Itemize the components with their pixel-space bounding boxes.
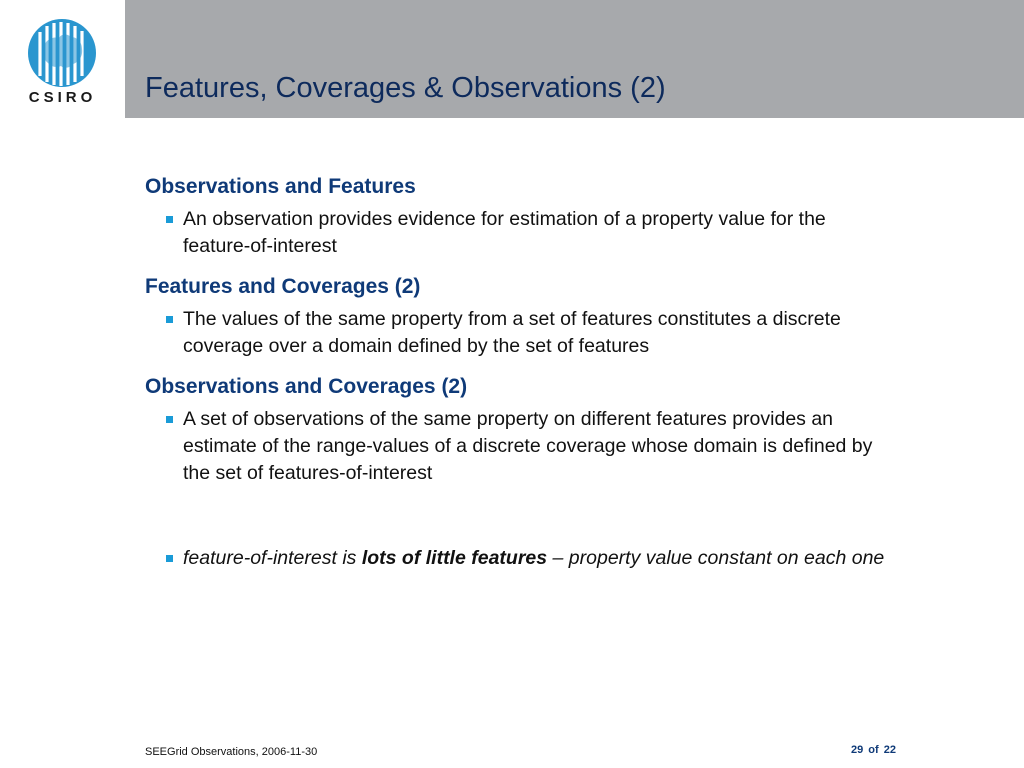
bullet-text: The values of the same property from a set of features constitutes a discrete coverage over a domain defined by the set of features [183, 308, 841, 357]
bullet-text-emphasis: lots of little features [361, 547, 548, 569]
slide-content [145, 172, 885, 584]
section-heading: Observations and Coverages (2) [145, 375, 468, 398]
logo-area [0, 0, 125, 118]
footer-text: SEEGrid Observations, 2006-11-30 [145, 746, 318, 758]
logo-text: CSIRO [28, 89, 97, 106]
page-number [851, 744, 896, 756]
page-of: of [868, 744, 879, 756]
section-heading: Features and Coverages (2) [145, 275, 421, 298]
bullet-text: A set of observations of the same property on different features provides an estimate of the range-values of a discrete coverage whose domain is defined by the set of features-of-interest [183, 408, 873, 484]
square-bullet-icon [166, 555, 173, 562]
square-bullet-icon [166, 316, 173, 323]
bullet-item [145, 406, 885, 487]
bullet-item-feature-of-interest [145, 545, 885, 572]
page-total: 22 [883, 744, 896, 756]
bullet-text: An observation provides evidence for estimation of a property value for the feature-of-interest [183, 208, 826, 257]
title-bar [125, 0, 1024, 118]
section-observations-coverages [145, 372, 885, 487]
page-current: 29 [850, 744, 864, 756]
bullet-item [145, 306, 885, 360]
slide-title: Features, Coverages & Observations (2) [145, 72, 666, 104]
bullet-text-part3: – property value constant on each one [547, 547, 885, 569]
bullet-text-part1: feature-of-interest is [183, 547, 362, 569]
section-heading: Observations and Features [145, 175, 416, 198]
section-features-coverages [145, 272, 885, 360]
csiro-logo-icon [27, 18, 97, 88]
bullet-item [145, 206, 885, 260]
square-bullet-icon [166, 216, 173, 223]
spacer [145, 499, 885, 541]
section-observations-features [145, 172, 885, 260]
square-bullet-icon [166, 416, 173, 423]
